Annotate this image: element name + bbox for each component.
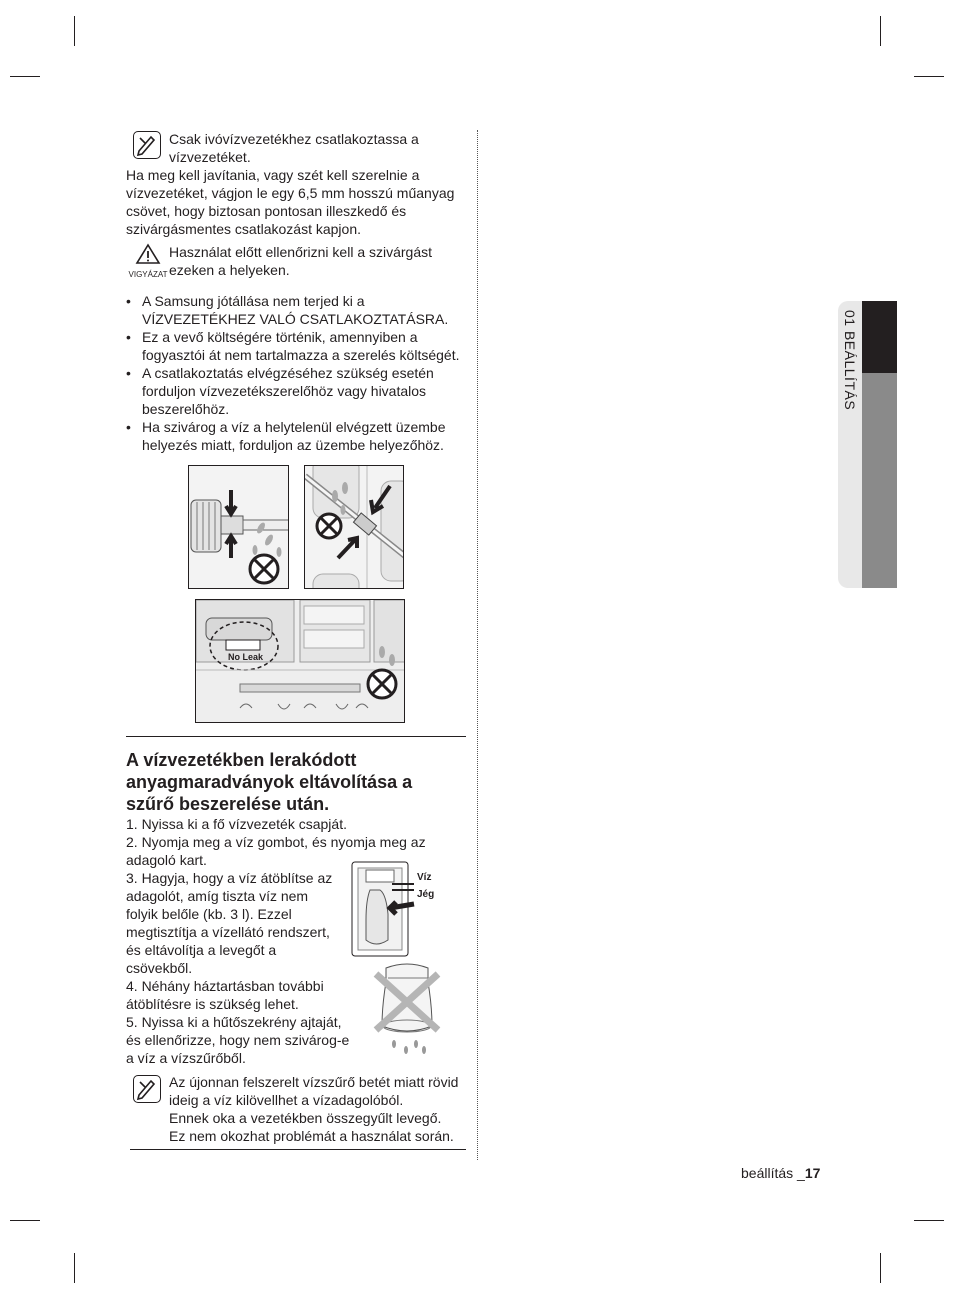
note-line: Az újonnan felszerelt vízszűrő betét miatt rövid ideig a víz kilövellhet a vízadagolóból. xyxy=(169,1074,459,1108)
list-item: 3. Hagyja, hogy a víz átöblítse az adagolót, amíg tiszta víz nem folyik belőle (kb. 3 l). Ezzel megtisztítja a vízellátó rendszert, és eltávolítja a levegőt a csövekből. xyxy=(126,870,333,976)
crop-mark xyxy=(74,16,75,46)
footer-section: beállítás _ xyxy=(741,1165,805,1181)
list-item: 1. Nyissa ki a fő vízvezeték csapját. xyxy=(126,816,347,832)
list-item: 2. Nyomja meg a víz gombot, és nyomja meg az adagoló kart. xyxy=(126,834,426,868)
list-item: • A csatlakoztatás elvégzéséhez szükség esetén forduljon vízvezetékszerelőhöz vagy hivatalos beszerelőhöz. xyxy=(126,364,471,418)
note-line: Ennek oka a vezetékben összegyűlt levegő. xyxy=(169,1110,442,1126)
warning-icon-label: VIGYÁZAT xyxy=(128,270,168,279)
list-item: • Ha szivárog a víz a helytelenül elvégzett üzembe helyezés miatt, forduljon az üzembe helyezőhöz. xyxy=(126,418,471,454)
crop-mark xyxy=(914,76,944,77)
column-divider xyxy=(477,130,478,1160)
note-icon xyxy=(133,1075,161,1103)
leak-check-figure-valve xyxy=(188,465,289,589)
crop-mark xyxy=(914,1220,944,1221)
list-item: • A Samsung jótállása nem terjed ki a VÍZVEZETÉKHEZ VALÓ CSATLAKOZTATÁSRA. xyxy=(126,292,471,328)
side-tab-label: 01 BEÁLLÍTÁS xyxy=(842,310,858,411)
list-item: • Ez a vevő költségére történik, amennyiben a fogyasztói át nem tartalmazza a szerelés költségét. xyxy=(126,328,471,364)
section-divider xyxy=(126,736,466,737)
crop-mark xyxy=(74,1253,75,1283)
no-leak-label: No Leak xyxy=(228,652,264,662)
list-item: 4. Néhány háztartásban további átöblítésre is szükség lehet. xyxy=(126,978,324,1012)
dispenser-figure xyxy=(350,860,440,960)
page-footer xyxy=(741,1165,820,1181)
paragraph: Ha meg kell javítania, vagy szét kell szerelnie a vízvezetéket, vágjon le egy 6,5 mm hosszú műanyag csövet, hogy biztosan pontosan illeszkedő és szivárgásmentes csatlakozást kapjon. xyxy=(126,167,455,237)
side-tab-marker xyxy=(862,301,897,373)
note-text: Csak ivóvízvezetékhez csatlakoztassa a vízvezetéket. xyxy=(169,131,419,165)
warning-icon xyxy=(127,243,169,277)
crop-mark xyxy=(880,16,881,46)
warning-text: Használat előtt ellenőrizni kell a szivárgást ezeken a helyeken. xyxy=(169,244,433,278)
crop-mark xyxy=(10,1220,40,1221)
page-number: 17 xyxy=(804,1165,821,1181)
section-heading: A vízvezetékben lerakódott anyagmaradványok eltávolítása a szűrő beszerelése után. xyxy=(126,750,413,814)
water-label: Víz xyxy=(417,872,432,883)
section-divider xyxy=(130,1149,466,1150)
note-text xyxy=(169,1073,467,1145)
bullet-list xyxy=(126,292,471,454)
leak-check-figure-coupling xyxy=(304,465,404,589)
leak-check-figure-fridge xyxy=(195,599,405,723)
crop-mark xyxy=(880,1253,881,1283)
note-icon xyxy=(133,131,161,159)
ice-label: Jég xyxy=(417,889,435,900)
list-item: 5. Nyissa ki a hűtőszekrény ajtaját, és ellenőrizze, hogy nem szivárog-e a víz a vízszűrőből. xyxy=(126,1014,350,1066)
side-tab-bar xyxy=(862,373,897,588)
filter-figure xyxy=(370,962,445,1057)
crop-mark xyxy=(10,76,40,77)
note-line: Ez nem okozhat problémát a használat során. xyxy=(169,1128,454,1144)
